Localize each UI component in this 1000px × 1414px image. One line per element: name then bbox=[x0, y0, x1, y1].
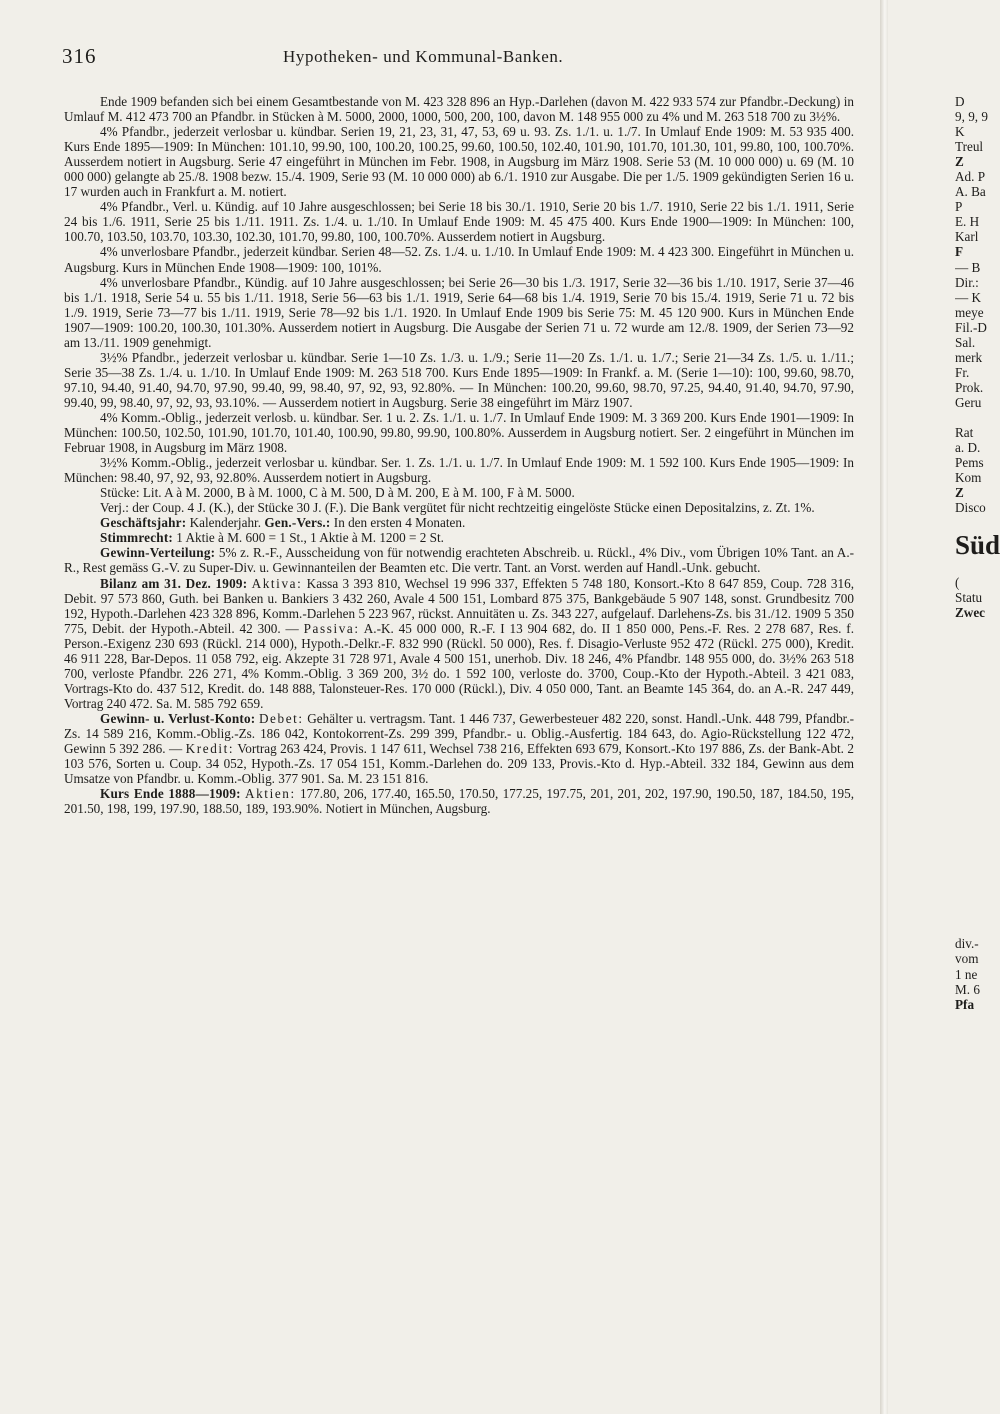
label-passiva: Passiva: bbox=[303, 620, 360, 636]
paragraph-verjaehrung: Verj.: der Coup. 4 J. (K.), der Stücke 30 J. (F.). Die Bank vergütet für nicht rechtzeitig eingelöste Stücke einen Depositalzins, z. Zt. 1%. bbox=[100, 500, 815, 516]
paragraph-komm-oblig-4pct: 4% Komm.-Oblig., jederzeit verlosb. u. kündbar. Ser. 1 u. 2. Zs. 1./1. u. 1./7. In Umlauf Ende 1909: M. 3 369 200. Kurs Ende 1901—1909: In München: 100.50, 102.50, 101.90, 101.70, 101.40, 100.90, 99.80, 99.90, 100.80%. Ausserdem in Augsburg notiert. Ser. 2 eingeführt in München im Februar 1908, in Augsburg im März 1908. bbox=[64, 409, 854, 456]
label-gewinn-verteilung: Gewinn-Verteilung: bbox=[100, 545, 216, 561]
paragraph-intro: Ende 1909 befanden sich bei einem Gesamtbestande von M. 423 328 896 an Hyp.-Darlehen (davon M. 422 933 574 zur Pfandbr.-Deckung) in Umlauf M. 412 473 700 an Pfandbr. in Stücken à M. 5000, 2000, 1000, 500, 200, 100, davon M. 148 955 000 zu 4% und M. 263 518 700 zu 3½%. bbox=[64, 94, 854, 125]
page-gutter bbox=[880, 0, 888, 1414]
label-stimmrecht: Stimmrecht: bbox=[100, 530, 173, 546]
paragraph-gewinn-verlust: Gewinn- u. Verlust-Konto: Debet: Gehälter u. vertragsm. Tant. 1 446 737, Gewerbesteuer 482 220, sonst. Handl.-Unk. 448 799, Pfandbr.-Zs. 14 589 216, Komm.-Oblig.-Zs. 186 042, Kontokorrent-Zs. 299 399, Pfandbr.- u. Oblig.-Ausfertig. 184 643, do. Agio-Rückstellung 122 472, Gewinn 5 392 286. — Kredit: Vortrag 263 424, Provis. 1 147 611, Wechsel 738 216, Effekten 693 679, Konsort.-Kto 197 886, Zs. der Bank-Abt. 2 103 576, Sorten u. Coup. 34 052, Hypoth.-Zs. 17 054 151, Komm.-Darlehen do. 209 133, Provis.-Kto d. Hyp.-Abteil. 332 184, Gewinn aus dem Umsatze von Pfandbr. u. Komm.-Oblig. 377 901. Sa. M. 23 151 816. bbox=[64, 710, 855, 787]
paragraph-komm-oblig-3half: 3½% Komm.-Oblig., jederzeit verlosbar u. kündbar. Ser. 1. Zs. 1./1. u. 1./7. In Umlauf Ende 1909: M. 1 592 100. Kurs Ende 1905—1909: In München: 98.40, 97, 92, 93, 92.80%. Ausserdem notiert in Augsburg. bbox=[64, 455, 854, 486]
adjacent-page-column: D 9, 9, 9 K Treul Z Ad. P A. Ba P E. H Karl F — B Dir.: — K meye Fil.-D Sal. merk Fr. Prok. Geru Rat a. D. Pems Kom Z Disco Süd ( Statu Zwec div.- vom 1 ne M. 6 Pfa bbox=[955, 94, 1000, 1012]
paragraph-pfandbr-3half: 3½% Pfandbr., jederzeit verlosbar u. kündbar. Serie 1—10 Zs. 1./3. u. 1./9.; Serie 11—20 Zs. 1./1. u. 1./7.; Serie 21—34 Zs. 1./5. u. 1./11.; Serie 35—38 Zs. 1./4. u. 1./10. In Umlauf Ende 1909: M. 263 518 700. Kurs Ende 1895—1909: In Frankf. a. M. (Serie 1—10): 100, 99.60, 98.70, 97.10, 94.40, 91.40, 94.70, 97.90, 99.40, 99, 98.40, 97, 92, 93, 92.80%. — In München: 100.20, 99.60, 98.70, 97.25, 94.40, 91.40, 94.70, 97.90, 99.40, 99, 98.40, 97, 92, 93, 93.10%. — Ausserdem notiert in Augsburg. Serie 38 eingeführt im März 1907. bbox=[64, 349, 854, 410]
label-gewinn-verlust: Gewinn- u. Verlust-Konto: bbox=[100, 710, 256, 726]
label-bilanz: Bilanz am 31. Dez. 1909: bbox=[100, 575, 248, 591]
paragraph-bilanz: Bilanz am 31. Dez. 1909: Aktiva: Kassa 3 393 810, Wechsel 19 996 337, Effekten 5 748 180, Konsort.-Kto 8 647 859, Coup. 728 316, Debit. 97 573 860, Guth. bei Banken u. Bankiers 3 432 260, Avale 4 500 151, Lombard 875 375, Bankgebäude 5 907 148, sonst. Grundbesitz 700 192, Hypoth.-Darlehen 423 328 896, Komm.-Darlehen 5 223 967, rückst. Annuitäten u. Zs. 343 227, aufgelauf. Darlehens-Zs. bis 31./12. 1909 5 350 775, Debit. der Hypoth.-Abteil. 42 300. — Passiva: A.-K. 45 000 000, R.-F. I 13 904 682, do. II 1 850 000, Pens.-F. Res. 2 278 687, Res. f. Person.-Exigenz 230 693 (Rückl. 214 000), Hypoth.-Delkr.-F. 832 990 (Rückl. 50 000), Res. f. Disagio-Verluste 952 472 (Rückl. 275 000), Kredit. 46 911 228, Bar-Depos. 11 058 792, eig. Akzepte 31 728 971, Avale 4 500 151, unerhob. Div. 18 246, 4% Pfandbr. 148 955 000, do. 3½% 263 518 700, verloste Pfandbr. 226 271, 4% Komm.-Oblig. 3 369 200, 3½ do. 1 592 100, verloste do. 3700, Coup.-Kto der Hypoth.-Abteil. 3 421 083, Vortrags-Kto do. 437 512, Kredit. do. 148 888, Talonsteuer-Res. 170 000 (Rückl.), Div. 4 050 000, Tant. an Beamte 145 364, do. an A.-R. 247 449, Vortrag 240 472. Sa. M. 585 792 659. bbox=[64, 575, 855, 711]
paragraph-pfandbr-4pct-a: 4% Pfandbr., jederzeit verlosbar u. kündbar. Serien 19, 21, 23, 31, 47, 53, 69 u. 93. Zs. 1./1. u. 1./7. In Umlauf Ende 1909: M. 53 935 400. Kurs Ende 1895—1909: In München: 101.10, 99.90, 100, 100.20, 100.25, 99.60, 100.50, 102.40, 101.90, 101.70, 101.30, 101, 99.80, 100, 100.70%. Ausserdem notiert in Augsburg. Serie 47 eingeführt in München im Febr. 1908, in Augsburg im März 1908. Serie 53 (M. 10 000 000) u. 69 (M. 10 000 000) gelangte ab 25./8. 1908 bezw. 15./4. 1909, Serie 93 (M. 10 000 000) ab 6./1. 1910 zur Ausgabe. Die per 1./5. 1909 gekündigten Serien 16 u. 17 wurden auch in Frankfurt a. M. notiert. bbox=[64, 124, 854, 200]
paragraph-stimmrecht: Stimmrecht: 1 Aktie à M. 600 = 1 St., 1 Aktie à M. 1200 = 2 St. bbox=[100, 530, 444, 546]
page-number: 316 bbox=[62, 44, 97, 68]
label-aktiva: Aktiva: bbox=[251, 575, 303, 591]
label-kurs: Kurs Ende 1888—1909: bbox=[100, 786, 241, 802]
label-kredit: Kredit: bbox=[185, 741, 235, 757]
paragraph-kurs: Kurs Ende 1888—1909: Aktien: 177.80, 206, 177.40, 165.50, 170.50, 177.25, 197.75, 201, 201, 202, 197.90, 190.50, 187, 184.50, 195, 201.50, 198, 199, 197.90, 188.50, 189, 193.90%. Notiert in München, Augsburg. bbox=[64, 786, 855, 817]
paragraph-unverlosbar-a: 4% unverlosbare Pfandbr., jederzeit kündbar. Serien 48—52. Zs. 1./4. u. 1./10. In Umlauf Ende 1909: M. 4 423 300. Eingeführt in München u. Augsburg. Kurs in München Ende 1908—1909: 100, 101%. bbox=[64, 244, 854, 275]
adjacent-heading: Süd bbox=[955, 530, 1000, 561]
paragraph-pfandbr-4pct-b: 4% Pfandbr., Verl. u. Kündig. auf 10 Jahre ausgeschlossen; bei Serie 18 bis 30./1. 1910, Serie 20 bis 1./7. 1910, Serie 22 bis 1./1. 1911, Serie 24 bis 1./6. 1911, Serie 25 bis 1./11. 1911. Zs. 1./4. u. 1./10. In Umlauf Ende 1909: M. 45 475 400. Kurs Ende 1900—1909: In München: 100, 100.70, 103.50, 103.70, 103.30, 102.30, 101.70, 99.80, 100, 100.70%. Ausserdem notiert in Augsburg. bbox=[64, 199, 854, 245]
paragraph-unverlosbar-b: 4% unverlosbare Pfandbr., Kündig. auf 10 Jahre ausgeschlossen; bei Serie 26—30 bis 1./3. 1917, Serie 32—36 bis 1./10. 1917, Serie 37—46 bis 1./1. 1918, Serie 54 u. 55 bis 1./11. 1918, Serie 56—63 bis 1./1. 1919, Serie 64—68 bis 1./4. 1919, Serie 70 bis 15./4. 1919, Serie 71 u. 72 bis 1./9. 1919, Serie 73—77 bis 1./11. 1919, Serie 78—92 bis 1./1. 1920. In Umlauf Ende 1909 bis Serie 75: M. 45 120 900. Kurs in München Ende 1907—1909: 100.20, 100.30, 101.30%. Ausserdem notiert in Augsburg. Die Ausgabe der Serien 71 u. 72 wurde am 12./8. 1909, der Serien 73—92 am 13./11. 1909 genehmigt. bbox=[64, 274, 854, 350]
paragraph-stuecke: Stücke: Lit. A à M. 2000, B à M. 1000, C à M. 500, D à M. 200, E à M. 100, F à M. 5000. bbox=[100, 485, 575, 501]
label-aktien: Aktien: bbox=[244, 786, 296, 802]
running-title: Hypotheken- und Kommunal-Banken. bbox=[283, 47, 564, 66]
paragraph-gewinn-verteilung: Gewinn-Verteilung: 5% z. R.-F., Ausscheidung von für notwendig erachteten Abschreib. u. Rückl., 4% Div., vom Übrigen 10% Tant. an A.-R., Rest gemäss G.-V. zu Super-Div. u. Gewinnanteilen der Beamten etc. Die vertr. Tant. an Vorst. werden auf Handl.-Unk. gebucht. bbox=[64, 545, 855, 576]
label-debet: Debet: bbox=[258, 710, 304, 726]
main-column bbox=[64, 94, 854, 816]
paragraph-geschaeftsjahr: Geschäftsjahr: Kalenderjahr. Gen.-Vers.: In den ersten 4 Monaten. bbox=[100, 515, 466, 531]
label-geschaeftsjahr: Geschäftsjahr: bbox=[100, 515, 187, 531]
label-gen-vers: Gen.-Vers.: bbox=[264, 515, 331, 531]
